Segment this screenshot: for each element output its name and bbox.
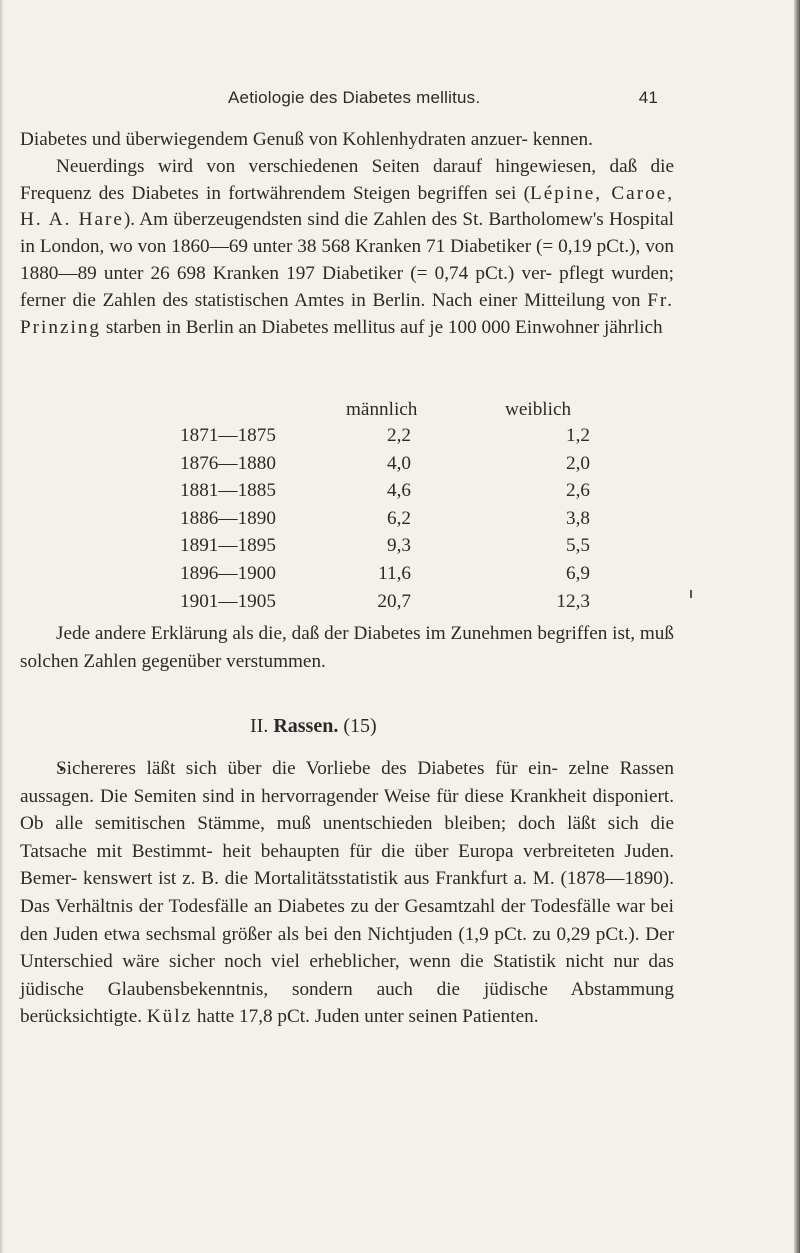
authors-lepine-caroe-hare: Lépine, Caroe, H. A. Hare [20, 182, 674, 231]
section-reference: (15) [343, 715, 377, 737]
table-row [20, 508, 680, 536]
table-row [20, 535, 680, 563]
row-male-value: 11,6 [378, 562, 411, 584]
section-paragraph [20, 755, 674, 1031]
row-period: 1881—1885 [180, 480, 276, 502]
row-female-value: 1,2 [566, 425, 590, 446]
print-mark [690, 590, 692, 598]
table-row [20, 563, 680, 591]
section-paragraph-part2: hatte 17,8 pCt. Juden unter seinen Patienten. [192, 1006, 539, 1028]
header-female: weiblich [505, 399, 572, 420]
row-female-value: 2,6 [566, 480, 590, 502]
section-body [20, 755, 674, 1031]
conclusion-paragraph [20, 620, 674, 675]
section-paragraph-part1: Sichereres läßt sich über die Vorliebe des Diabetes für ein- zelne Rassen aussagen. Die Semiten sind in hervorragender Weise für diese Krankheit disponiert. Ob alle semitischen Stämme, muß unentschieden bleiben; doch läßt sich die Tatsache mit Bestimmt- heit behaupten für die über Europa verbreiteten Juden. Bemer- kenswert ist z. B. die Mortalitätsstatistik aus Frankfurt a. M. (1878—1890). Das Verhältnis der Todesfälle an Diabetes zu der Gesamtzahl der Todesfälle war bei den Juden etwa sechsmal größer als bei den Nichtjuden (1,9 pCt. zu 0,29 pCt.). Der Unterschied wäre sicher noch viel erheblicher, wenn die Statistik nicht nur das jüdische Glaubensbekenntnis, sondern auch die jüdische Abstammung berücksichtigte. [20, 758, 674, 1028]
row-female-value: 5,5 [566, 535, 590, 557]
page-number: 41 [638, 88, 658, 107]
conclusion-text: Jede andere Erklärung als die, daß der Diabetes im Zunehmen begriffen ist, muß solchen Zahlen gegenüber verstummen. [20, 623, 674, 672]
row-male-value: 9,3 [387, 535, 411, 557]
row-male-value: 6,2 [387, 507, 411, 529]
section-title: Rassen. [273, 715, 339, 737]
row-female-value: 3,8 [566, 507, 590, 529]
author-kuelz: Külz [146, 1006, 193, 1028]
row-male-value: 4,6 [387, 480, 411, 502]
row-period: 1886—1890 [180, 507, 276, 529]
row-period: 1901—1905 [180, 590, 276, 612]
row-male-value: 2,2 [387, 425, 411, 446]
paragraph-continuation: Diabetes und überwiegendem Genuß von Kohlenhydraten anzuer- kennen. [20, 129, 593, 150]
row-female-value: 12,3 [556, 590, 590, 612]
row-period: 1871—1875 [180, 425, 276, 446]
row-male-value: 20,7 [377, 590, 411, 612]
table-row [20, 591, 680, 619]
table-row [20, 480, 680, 508]
table-row [20, 453, 680, 481]
row-male-value: 4,0 [387, 452, 411, 474]
row-period: 1896—1900 [180, 562, 276, 584]
paragraph-frequency-part2: ). Am überzeugendsten sind die Zahlen des St. Bartholomew's Hospital in London, wo von 1860—69 unter 38 568 Kranken 71 Diabetiker (= 0,19 pCt.), von 1880—89 unter 26 698 Kranken 197 Diabetiker (= 0,74 pCt.) ver- pflegt wurden; ferner die Zahlen des statistischen Amtes in Berlin. Nach einer Mitteilung von [20, 209, 674, 311]
table-header [20, 399, 680, 425]
section-numeral: II. [250, 715, 269, 737]
page-left-edge [0, 0, 4, 1253]
mortality-table [20, 399, 680, 618]
row-female-value: 6,9 [566, 562, 590, 584]
header-male: männlich [346, 399, 418, 420]
row-period: 1891—1895 [180, 535, 276, 557]
paragraph-frequency-part1: Neuerdings wird von verschiedenen Seiten darauf hingewiesen, daß die Frequenz des Diabetes in fortwährendem Steigen begriffen sei ( [20, 155, 674, 204]
page-right-edge [794, 0, 800, 1253]
paragraph-frequency-part3: starben in Berlin an Diabetes mellitus auf je 100 000 Einwohner jährlich [101, 316, 663, 338]
author-prinzing: Fr. Prinzing [20, 289, 674, 338]
running-head-title: Aetiologie des Diabetes mellitus. [228, 88, 481, 107]
row-period: 1876—1880 [180, 452, 276, 474]
table-row [20, 425, 680, 453]
row-female-value: 2,0 [566, 452, 590, 474]
paragraph-frequency [20, 154, 674, 342]
section-heading [250, 715, 377, 738]
body-text-top [20, 127, 674, 341]
